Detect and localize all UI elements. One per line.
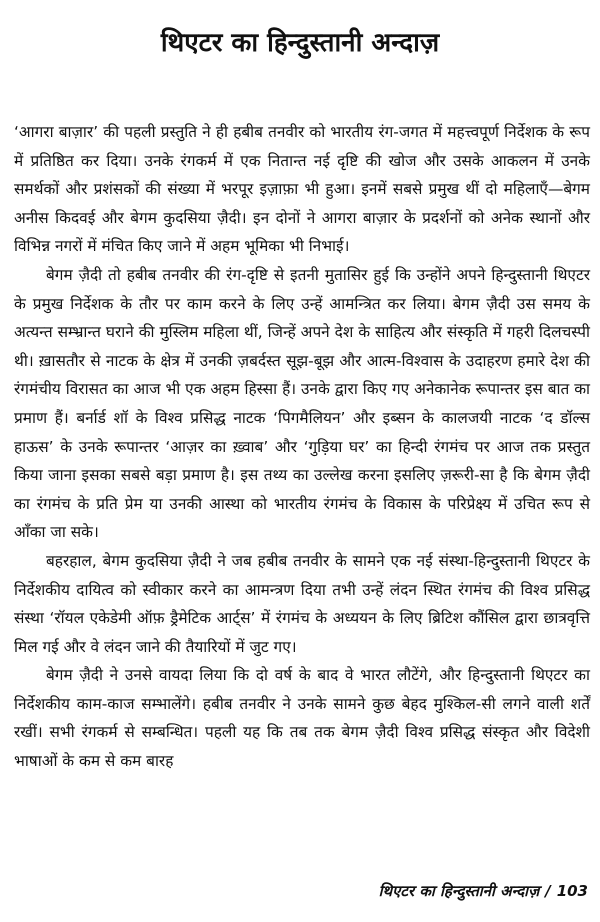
paragraph-4: बेगम ज़ैदी ने उनसे वायदा लिया कि दो वर्ष के बाद वे भारत लौटेंगे, और हिन्दुस्तानी थिएटर का निर्देशकीय काम-काज सम्भालेंगे। हबीब तनवीर ने उनके सामने कुछ बेहद मुश्किल-सी लगने वाली शर्तें रखीं। सभी रंगकर्म से सम्बन्धित। पहली यह कि तब तक बेगम ज़ैदी विश्व प्रसिद्ध संस्कृत और विदेशी भाषाओं के कम से कम बारह bbox=[14, 666, 590, 771]
page-number: 103 bbox=[556, 882, 588, 900]
footer-separator: / bbox=[545, 882, 551, 900]
paragraph-1: ‘आगरा बाज़ार’ की पहली प्रस्तुति ने ही हबीब तनवीर को भारतीय रंग-जगत में महत्त्वपूर्ण निर्देशक के रूप में प्रतिष्ठित कर दिया। उनके रंगकर्म में एक नितान्त नई दृष्टि की खोज और उसके आकलन में उनके समर्थकों और प्रशंसकों की संख्या में भरपूर इज़ाफ़ा भी हुआ। इनमें सबसे प्रमुख थीं दो महिलाएँ—बेगम अनीस किदवई और बेगम कुदसिया ज़ैदी। इन दोनों ने आगरा बाज़ार के प्रदर्शनों को अनेक स्थानों और विभिन्न नगरों में मंचित किए जाने में अहम भूमिका भी निभाई। bbox=[14, 123, 590, 256]
body-text bbox=[14, 118, 590, 776]
paragraph-3: बहरहाल, बेगम कुदसिया ज़ैदी ने जब हबीब तनवीर के सामने एक नई संस्था-हिन्दुस्तानी थिएटर के निर्देशकीय दायित्व को स्वीकार करने का आमन्त्रण दिया तभी उन्हें लंदन स्थित रंगमंच की विश्व प्रसिद्ध संस्था ‘रॉयल एकेडेमी ऑफ़ ड्रैमेटिक आर्ट्स’ में रंगमंच के अध्ययन के लिए ब्रिटिश कौंसिल द्वारा छात्रवृत्ति मिल गई और वे लंदन जाने की तैयारियों में जुट गए। bbox=[14, 551, 590, 656]
running-title: थिएटर का हिन्दुस्तानी अन्दाज़ bbox=[378, 882, 540, 900]
page-footer bbox=[379, 882, 588, 902]
chapter-title: थिएटर का हिन्दुस्तानी अन्दाज़ bbox=[160, 28, 440, 58]
paragraph-2: बेगम ज़ैदी तो हबीब तनवीर की रंग-दृष्टि से इतनी मुतासिर हुई कि उन्होंने अपने हिन्दुस्तानी थिएटर के प्रमुख निर्देशक के तौर पर काम करने के लिए उन्हें आमन्त्रित कर लिया। बेगम ज़ैदी उस समय के अत्यन्त सम्भ्रान्त घराने की मुस्लिम महिला थीं, जिन्हें अपने देश के साहित्य और संस्कृति में गहरी दिलचस्पी थी। ख़ासतौर से नाटक के क्षेत्र में उनकी ज़बर्दस्त सूझ-बूझ और आत्म-विश्वास के उदाहरण हमारे देश की रंगमंचीय विरासत का आज भी एक अहम हिस्सा हैं। उनके द्वारा किए गए अनेकानेक रूपान्तर इस बात का प्रमाण हैं। बर्नार्ड शॉ के विश्व प्रसिद्ध नाटक ‘पिगमैलियन’ और इब्सन के कालजयी नाटक ‘द डॉल्स हाऊस’ के उनके रूपान्तर ‘आज़र का ख़्वाब’ और ‘गुड़िया घर’ का हिन्दी रंगमंच पर आज तक प्रस्तुत किया जाना इसका सबसे बड़ा प्रमाण है। इस तथ्य का उल्लेख करना इसलिए ज़रूरी-सा है कि बेगम ज़ैदी का रंगमंच के प्रति प्रेम या उनकी आस्था को भारतीय रंगमंच के विकास के परिप्रेक्ष्य में उचित रूप से आँका जा सके। bbox=[14, 265, 590, 542]
